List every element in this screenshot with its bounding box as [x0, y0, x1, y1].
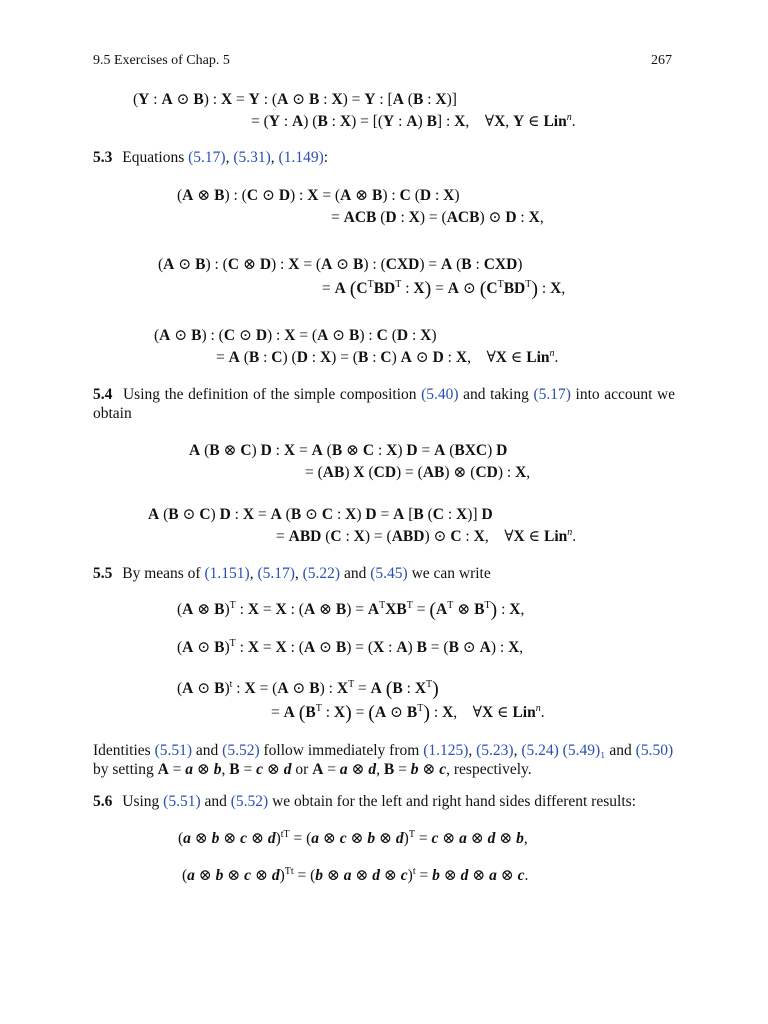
equation-5-3c-line2: = A (B : C) (D : X) = (B : C) A ⊙ D : X, ∀X ∈ Lin$^n$. [216, 348, 559, 366]
equation-link[interactable]: (1.125) [423, 742, 469, 759]
text: and [195, 742, 219, 759]
equation-5-6a: (a ⊗ b ⊗ c ⊗ d)$^{tT}$ = (a ⊗ c ⊗ b ⊗ d)$^T$ = c ⊗ a ⊗ d ⊗ b, [178, 829, 528, 847]
text: By means of [122, 565, 201, 582]
equation-5-4a-line1: A (B ⊗ C) D : X = A (B ⊗ C : X) D = A (BXC) D [189, 442, 508, 459]
text: follow immediately from [263, 742, 420, 759]
exercise-5-5-intro: 5.5 By means of (1.151), (5.17), (5.22) and (5.45) we can write [93, 565, 491, 582]
equation-5-3a-line1: (A ⊗ B) : (C ⊙ D) : X = (A ⊗ B) : C (D : X) [177, 187, 460, 204]
identities-paragraph: Identities (5.51) and (5.52) follow immediately from (1.125), (5.23), (5.24) (5.49)₁ and (5.50) by setting A = a ⊗ b, B = c ⊗ d or A = a ⊗ d, B = b ⊗ c, respectively. [93, 742, 674, 778]
equation-link[interactable]: (5.51) [154, 742, 193, 759]
page-number: 267 [651, 53, 672, 68]
exercise-number: 5.3 [93, 149, 113, 166]
equation-link[interactable]: (5.17) [533, 386, 571, 403]
equation-link[interactable]: (5.52) [222, 742, 260, 759]
text: Using the definition of the simple composition [122, 386, 417, 403]
equation-link[interactable]: (5.40) [421, 386, 459, 403]
equation-link[interactable]: (5.22) [302, 565, 341, 582]
exercise-5-4-intro [93, 385, 675, 423]
text: : [323, 149, 329, 166]
equation-link[interactable]: (5.23) [476, 742, 514, 759]
text: we obtain for the left and right hand sides different results: [272, 793, 636, 810]
text: respectively. [453, 761, 532, 778]
equation-5-5c-line2: = A ($B^T$ : X) = (A ⊙ $B^T$) : X, ∀X ∈ Lin$^n$. [271, 702, 545, 724]
equation-5-2-line1: (Y : A ⊙ B) : X = Y : (A ⊙ B : X) = Y : [A (B : X)] [133, 91, 457, 108]
equation-link[interactable]: (5.49)₁ [562, 742, 606, 759]
equation-link[interactable]: (1.151) [204, 565, 250, 582]
exercise-5-6-intro [93, 792, 675, 811]
equation-link[interactable]: (5.45) [370, 565, 408, 582]
exercise-number: 5.6 [93, 793, 113, 810]
equation-5-6b: (a ⊗ b ⊗ c ⊗ d)$^{Tt}$ = (b ⊗ a ⊗ d ⊗ c)$^t$ = b ⊗ d ⊗ a ⊗ c. [182, 866, 529, 884]
equation-link[interactable]: (5.50) [635, 742, 674, 759]
running-header: 9.5 Exercises of Chap. 5 [93, 53, 230, 68]
equation-5-4b-line2: = ABD (C : X) = (ABD) ⊙ C : X, ∀X ∈ Lin$^n$. [276, 527, 577, 545]
equation-5-4a-line2: = (AB) X (CD) = (AB) ⊗ (CD) : X, [305, 464, 531, 481]
text: and [204, 793, 227, 810]
text: Equations [122, 149, 185, 166]
equation-link[interactable]: (5.51) [163, 793, 201, 810]
equation-5-3c-line1: (A ⊙ B) : (C ⊙ D) : X = (A ⊙ B) : C (D : X) [154, 327, 437, 344]
equation-link[interactable]: (5.17) [257, 565, 295, 582]
text: and taking [463, 386, 529, 403]
text: Using [122, 793, 160, 810]
equation-5-3b-line2: = A ($C^TBD^T$ : X) = A ⊙ $(C^TBD^T)$ : X, [322, 278, 566, 300]
equation-5-5b: (A ⊙ B)$^T$ : X = X : (A ⊙ B) = (X : A) B = (B ⊙ A) : X, [177, 638, 524, 656]
text: Identities [93, 742, 151, 759]
exercise-number: 5.5 [93, 565, 113, 582]
exercise-5-3-intro: 5.3 Equations (5.17), (5.31), (1.149): [93, 149, 329, 166]
text: and [609, 742, 632, 759]
equation-link[interactable]: (5.24) [521, 742, 559, 759]
equation-link[interactable]: (5.17) [188, 149, 226, 166]
text: into account we obtain [93, 386, 676, 422]
equation-link[interactable]: (5.52) [230, 793, 269, 810]
equation-5-2-line2: = (Y : A) (B : X) = [(Y : A) B] : X, ∀X, Y ∈ Lin$^n$. [251, 112, 576, 130]
equation-5-3b-line1: (A ⊙ B) : (C ⊗ D) : X = (A ⊙ B) : (CXD) = A (B : CXD) [158, 256, 523, 273]
equation-5-5c-line1: (A ⊙ B)$^t$ : X = (A ⊙ B) : $X^T = A$ (B : $X^T$) [177, 678, 439, 700]
equation-5-3a-line2: = ACB (D : X) = (ACB) ⊙ D : X, [331, 209, 544, 226]
equation-5-4b-line1: A (B ⊙ C) D : X = A (B ⊙ C : X) D = A [B (C : X)] D [148, 506, 493, 523]
text: by setting [93, 761, 154, 778]
equation-link[interactable]: (5.31) [233, 149, 271, 166]
equation-5-5a: (A ⊗ B)$^T$ : X = X : (A ⊗ $B) = A^TXB^T = (A^T$ ⊗ $B^T$) : X, [177, 599, 525, 621]
exercise-number: 5.4 [93, 386, 113, 403]
equation-link[interactable]: (1.149) [278, 149, 324, 166]
text: we can write [411, 565, 491, 582]
